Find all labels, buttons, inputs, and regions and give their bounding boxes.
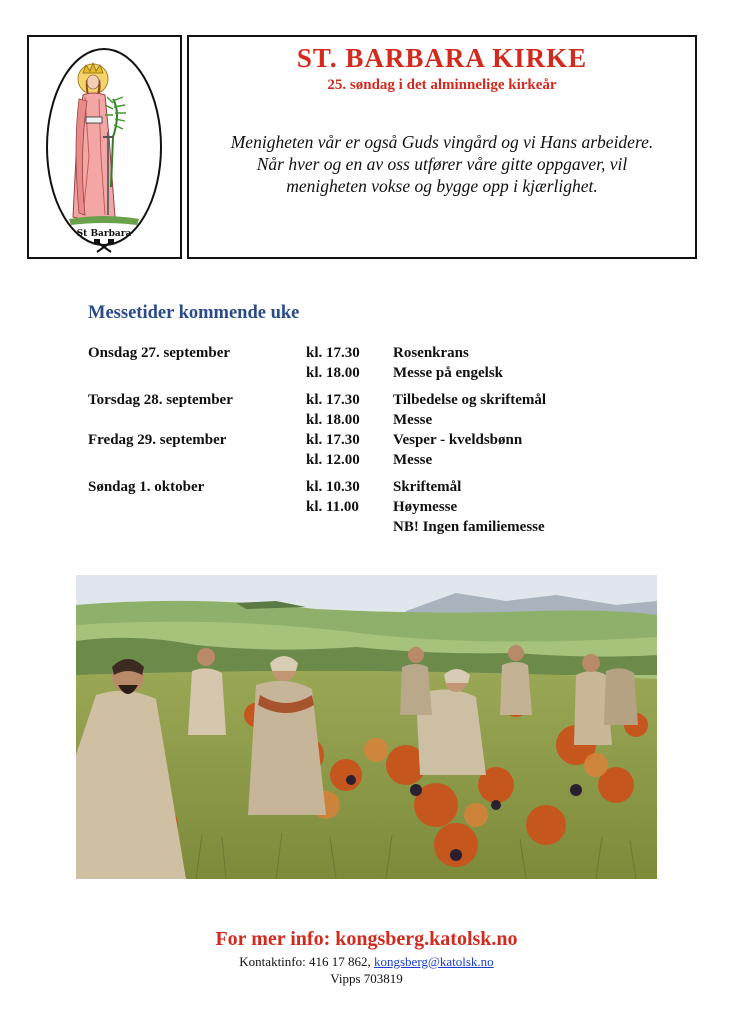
logo-caption: St Barbara <box>76 229 132 239</box>
schedule-day: Fredag 29. september <box>88 432 227 448</box>
schedule-day: Torsdag 28. september <box>88 392 233 408</box>
schedule-row <box>88 343 648 363</box>
schedule-time: kl. 12.00 <box>306 452 360 468</box>
schedule-time: kl. 18.00 <box>306 365 360 381</box>
schedule-time: kl. 11.00 <box>306 499 359 515</box>
more-info-line: For mer info: kongsberg.katolsk.no <box>215 928 518 950</box>
schedule-event: Messe <box>393 452 433 468</box>
contact-email-link[interactable]: kongsberg@katolsk.no <box>373 954 494 969</box>
mass-schedule <box>88 343 648 537</box>
schedule-row <box>88 430 648 450</box>
schedule-event: Vesper - kveldsbønn <box>393 432 523 448</box>
schedule-event: Messe <box>393 412 433 428</box>
church-title: ST. BARBARA KIRKE <box>296 43 588 73</box>
schedule-event: Messe på engelsk <box>393 365 503 381</box>
schedule-day: Søndag 1. oktober <box>88 479 205 495</box>
schedule-time: kl. 18.00 <box>306 412 360 428</box>
mass-times-heading: Messetider kommende uke <box>88 303 300 323</box>
schedule-row <box>88 363 648 383</box>
header-box <box>187 35 697 259</box>
schedule-row <box>88 477 648 497</box>
vineyard-illustration <box>76 575 657 879</box>
schedule-row <box>88 450 648 470</box>
schedule-time: kl. 17.30 <box>306 345 360 361</box>
schedule-day: Onsdag 27. september <box>88 345 231 361</box>
schedule-event: NB! Ingen familiemesse <box>393 519 545 535</box>
schedule-row <box>88 410 648 430</box>
contact-phone: Kontaktinfo: 416 17 862, <box>239 954 374 969</box>
schedule-time: kl. 17.30 <box>306 432 360 448</box>
schedule-event: Tilbedelse og skriftemål <box>393 392 547 408</box>
schedule-row <box>88 497 648 517</box>
contact-info <box>0 954 733 970</box>
schedule-row <box>88 517 648 537</box>
schedule-event: Skriftemål <box>393 479 462 495</box>
schedule-row <box>88 390 648 410</box>
schedule-event: Rosenkrans <box>393 345 469 361</box>
schedule-time: kl. 10.30 <box>306 479 360 495</box>
logo-box <box>27 35 182 259</box>
st-barbara-logo <box>29 37 180 257</box>
schedule-event: Høymesse <box>393 499 458 515</box>
vipps-number: Vipps 703819 <box>330 971 403 986</box>
parish-quote: Menigheten vår er også Guds vingård og vi Hans arbeidere. Når hver og en av oss utfører våre gitte oppgaver, vil menigheten vokse og bygge opp i kjærlighet. <box>230 132 654 196</box>
schedule-time: kl. 17.30 <box>306 392 360 408</box>
vineyard-photo <box>76 575 657 879</box>
church-subtitle: 25. søndag i det alminnelige kirkeår <box>327 77 557 93</box>
